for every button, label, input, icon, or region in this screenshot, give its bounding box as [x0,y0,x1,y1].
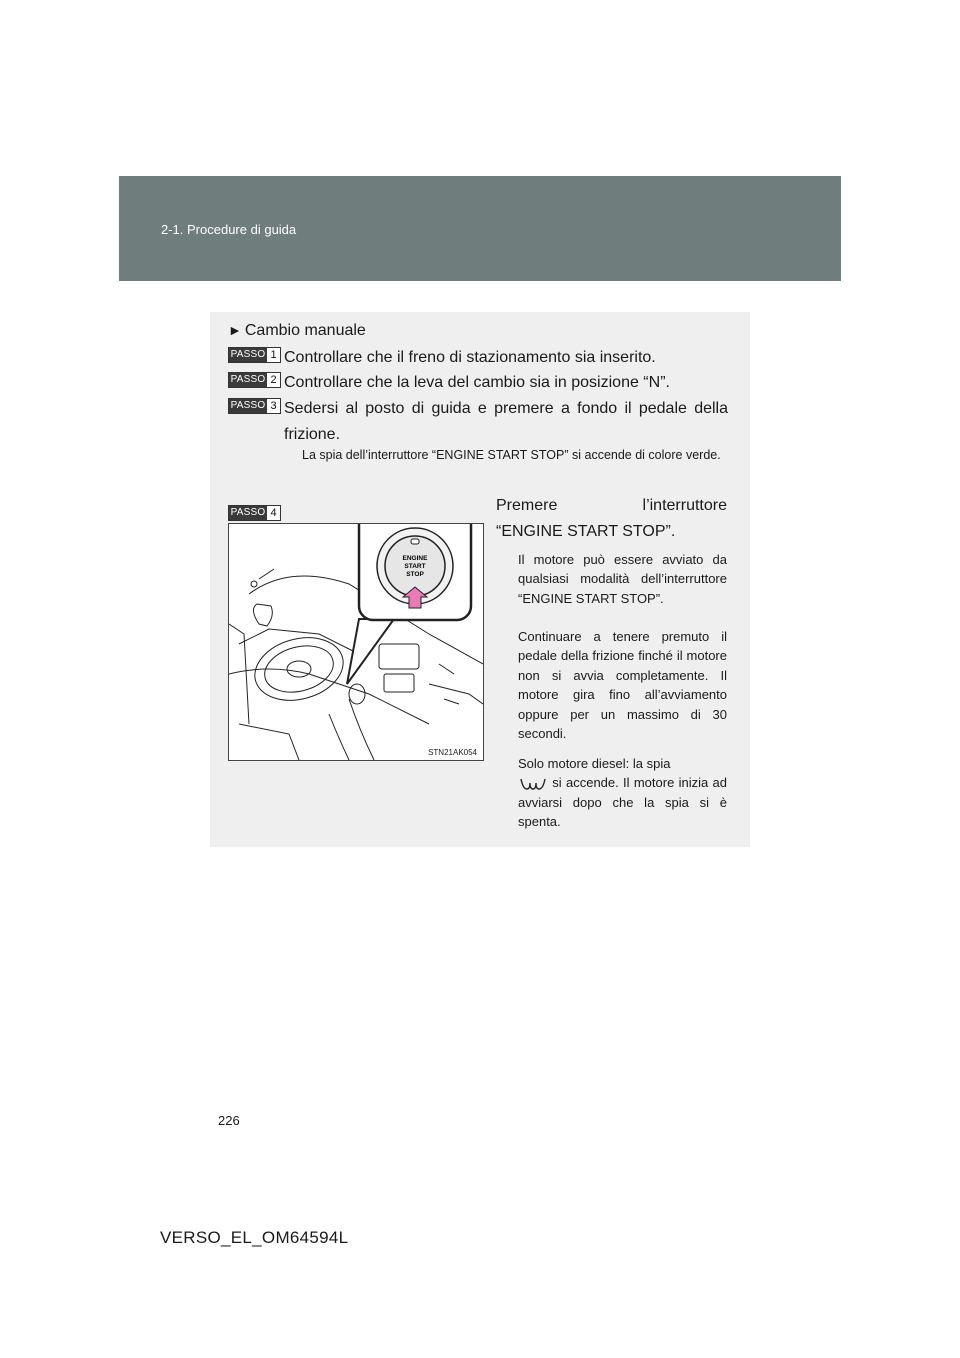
page-header-band [119,176,841,281]
step-text: Sedersi al posto di guida e premere a fondo il pedale della frizione. [284,400,728,443]
page-number: 226 [218,1113,240,1128]
document-code: VERSO_EL_OM64594L [160,1228,349,1247]
step-3 [228,396,728,448]
step-4-title [496,493,727,545]
step-4-para-3 [518,754,727,832]
subheading-text: Cambio manuale [244,322,366,339]
section-title: 2-1. Procedure di guida [161,222,297,237]
step-badge: PASSO 4 [228,505,281,521]
engine-button-label-1: ENGINE [402,555,428,562]
engine-button-label-3: STOP [406,571,424,578]
para-3-after: si accende. Il motore inizia ad avviarsi dopo che la spia si è spenta. [518,775,727,830]
step-3-note: La spia dell’interruttore “ENGINE START STOP” si accende di colore verde. [302,448,721,462]
step-4-para-1: Il motore può essere avviato da qualsiasi modalità dell’interruttore “ENGINE START STOP”. [518,552,727,606]
step-4-para-2: Continuare a tenere premuto il pedale della frizione finché il motore non si avvia completamente. Il motore gira fino all’avviamento oppure per un massimo di 30 secondi. [518,629,727,742]
dashboard-illustration [228,523,484,761]
step-badge: PASSO 2 [228,372,281,388]
step-text: Controllare che la leva del cambio sia in posizione “N”. [284,374,670,391]
dashboard-drawing [229,524,483,760]
step-text: Controllare che il freno di stazionamento sia inserito. [284,349,656,366]
right-triangle-icon: ► [228,322,242,338]
figure-code: STN21AK054 [428,748,477,757]
step-badge: PASSO 3 [228,398,281,414]
step-4-title-line2: “ENGINE START STOP”. [496,523,676,540]
step-4-title-line1: Premere l’interruttore [496,497,727,514]
engine-button-label-2: START [404,563,426,570]
para-3-before: Solo motore diesel: la spia [518,756,671,771]
step-badge: PASSO 1 [228,347,281,363]
glow-plug-icon [518,777,548,791]
step-1 [228,345,728,371]
subheading [228,322,366,340]
step-2 [228,370,728,396]
